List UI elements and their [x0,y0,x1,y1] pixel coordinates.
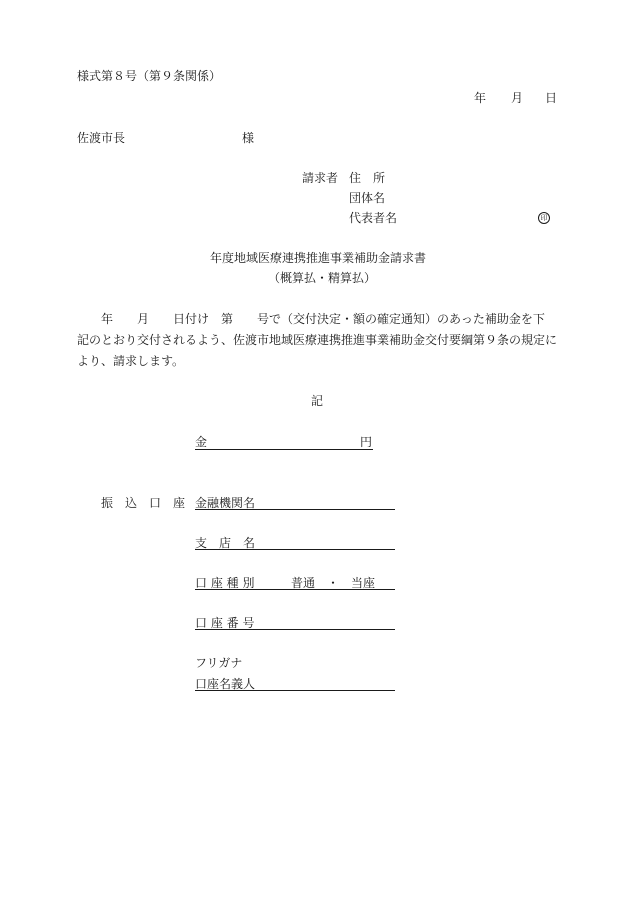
date-day-label: 日 [545,91,558,105]
account-type-underline [195,589,395,590]
document-title: 年度地域医療連携推進事業補助金請求書 [210,251,427,265]
amount-unit: 円 [360,435,373,449]
document-subtitle: （概算払・精算払） [268,271,377,285]
date-month-label: 月 [511,91,524,105]
form-number: 様式第８号（第９条関係） [77,69,222,83]
account-holder-label: 口座名義人 [195,677,256,691]
account-number-label: 口 座 番 号 [195,616,255,630]
bank-section-label: 振 込 口 座 [101,496,186,510]
furigana-label: フリガナ [195,656,243,670]
account-type-label: 口 座 種 別 [195,576,255,590]
addressee-honorific: 様 [242,131,255,145]
bank-branch-label: 支 店 名 [195,536,256,550]
ki-mark: 記 [311,394,324,408]
claimant-role: 請求者 [302,171,339,185]
body-line-1: 年 月 日付け 第 号で（交付決定・額の確定通知）のあった補助金を下 [77,312,545,326]
date-year-label: 年 [474,91,487,105]
body-line-2: 記のとおり交付されるよう、佐渡市地域医療連携推進事業補助金交付要綱第９条の規定に [77,333,558,347]
account-number-underline [195,629,395,630]
account-type-options: 普通 ・ 当座 [291,576,376,590]
claimant-org-label: 団体名 [349,191,386,205]
account-holder-underline [195,690,395,691]
addressee-name: 佐渡市長 [77,131,126,145]
claimant-rep-label: 代表者名 [349,211,398,225]
amount-label: 金 [195,435,208,449]
bank-institution-underline [195,509,395,510]
body-line-3: より、請求します。 [77,354,185,368]
amount-underline [195,449,373,450]
bank-institution-label: 金融機関名 [195,496,256,510]
claimant-address-label: 住 所 [349,171,386,185]
seal-mark: 印 [538,212,550,224]
bank-branch-underline [195,549,395,550]
